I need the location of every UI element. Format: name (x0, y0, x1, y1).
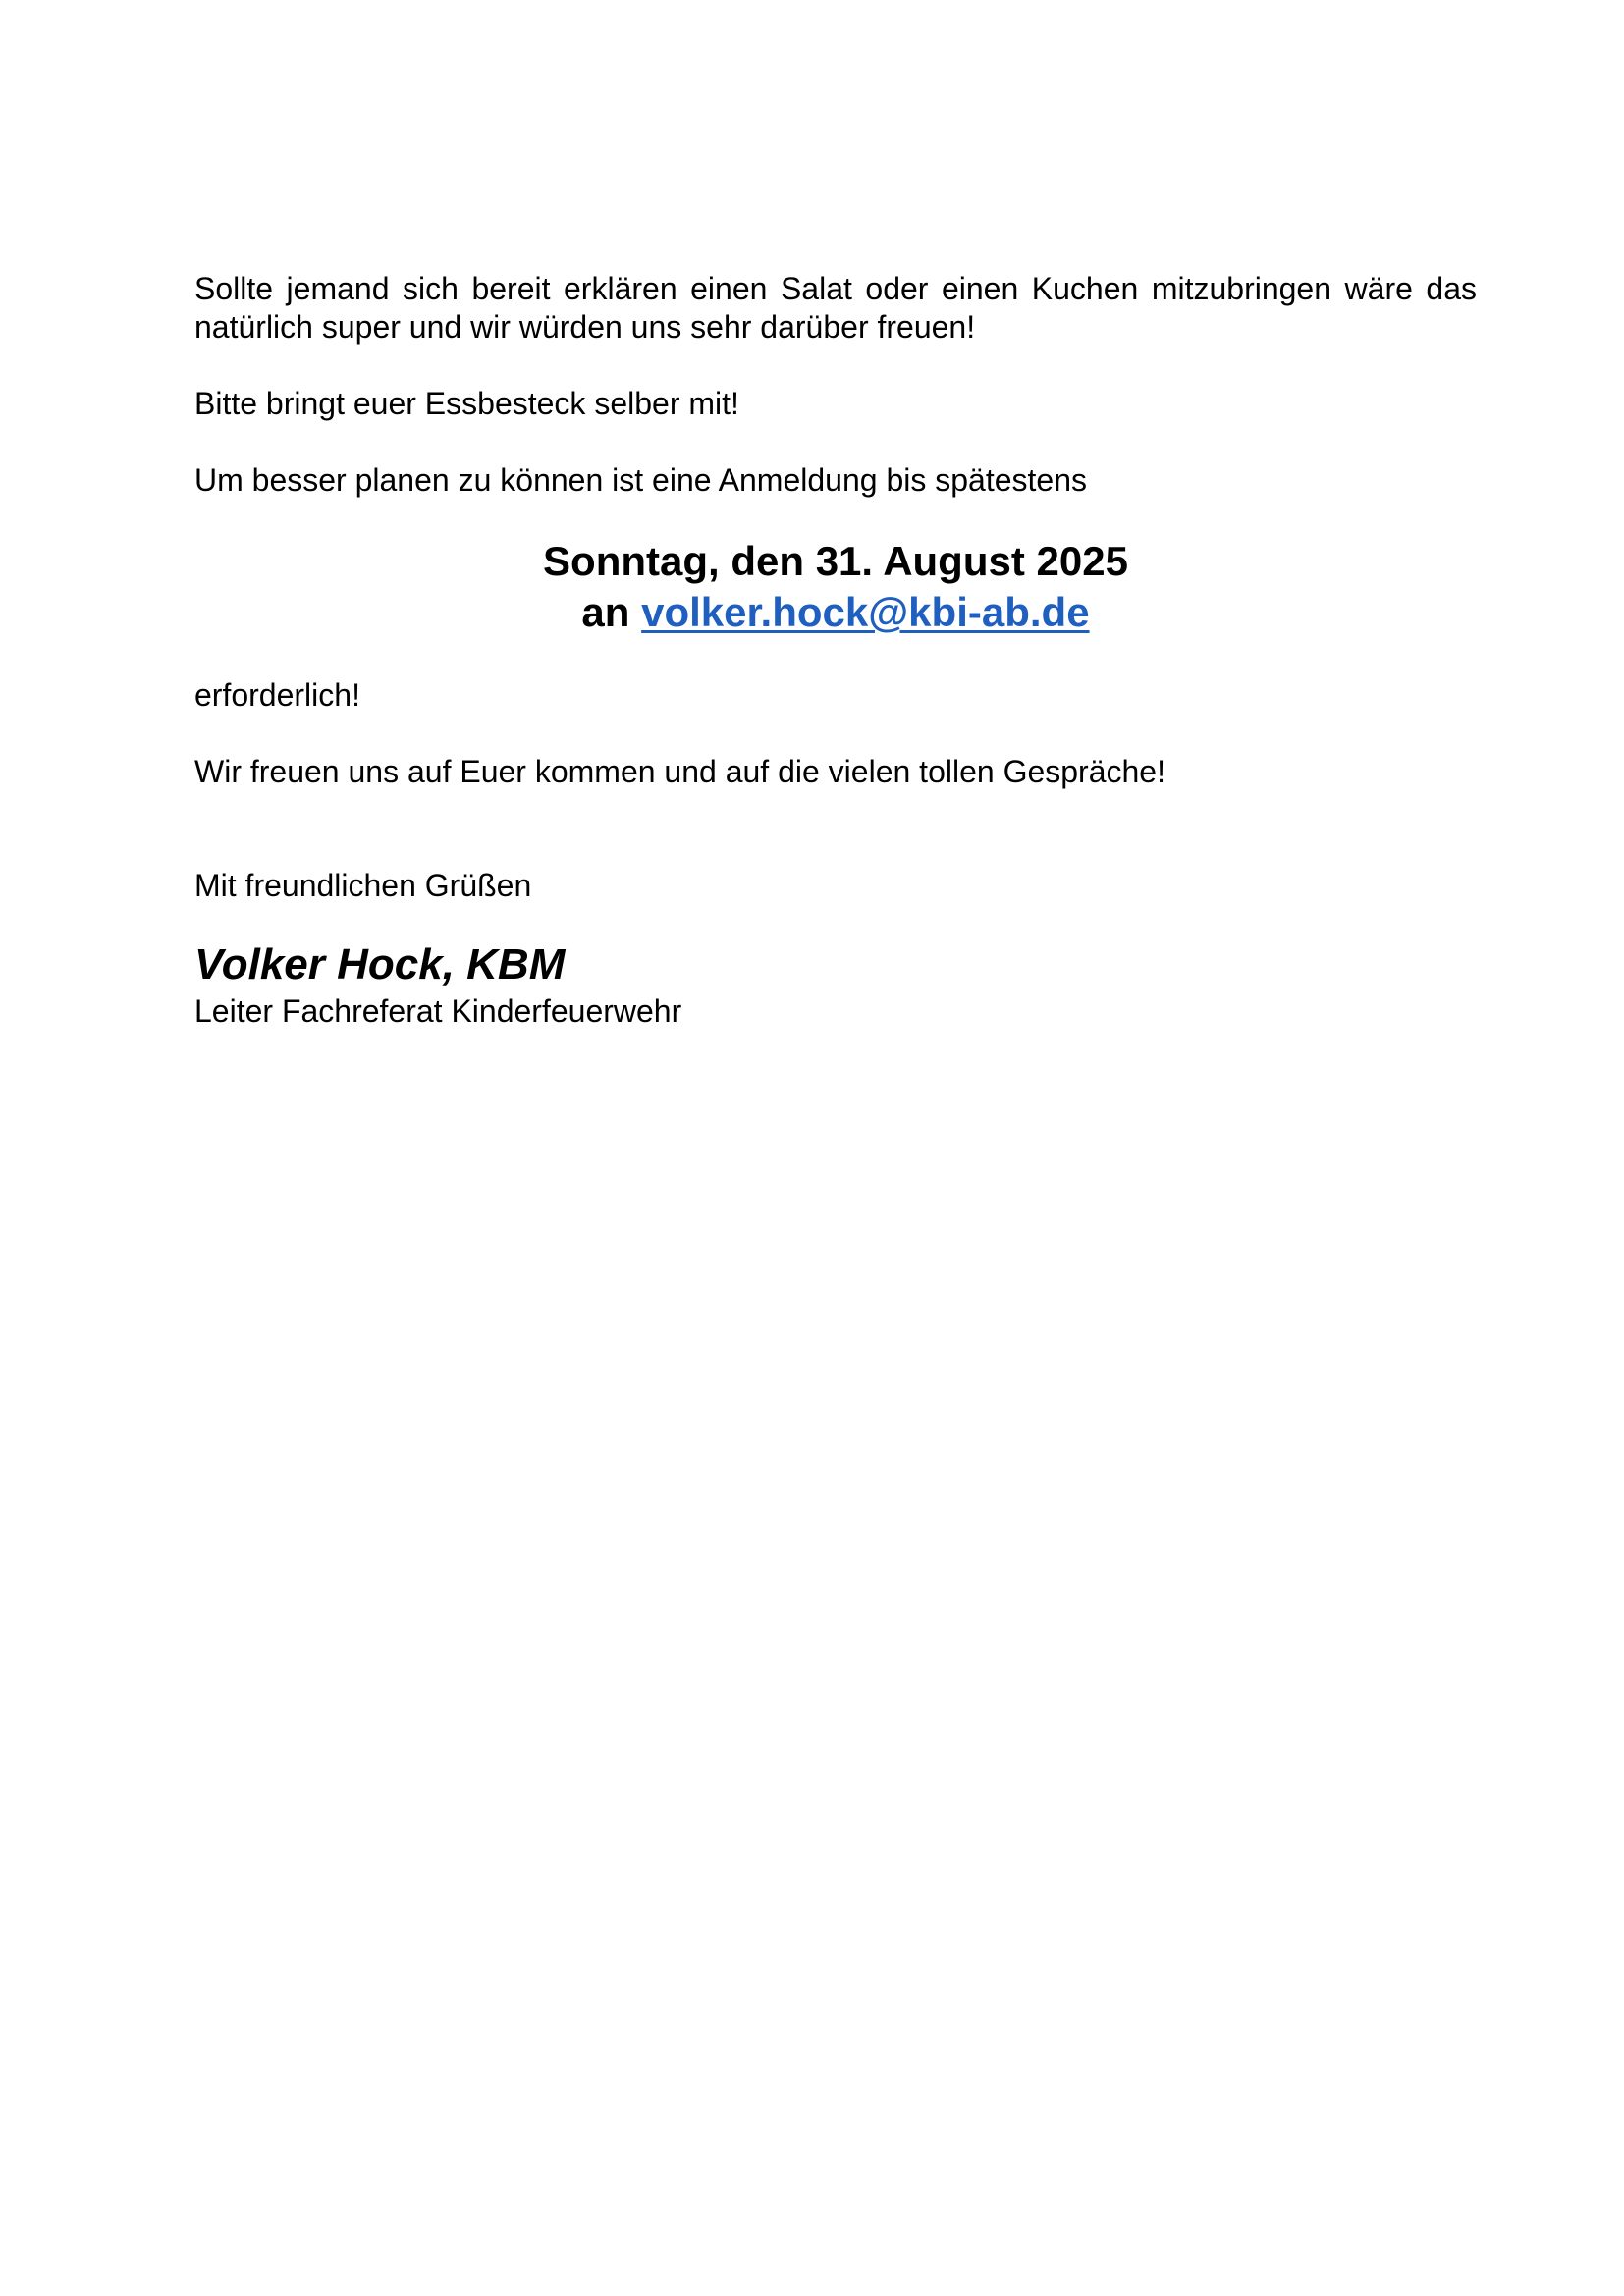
deadline-block (194, 536, 1477, 638)
email-line (194, 587, 1477, 638)
email-link[interactable]: volker.hock@kbi-ab.de (641, 589, 1090, 635)
paragraph-looking-forward: Wir freuen uns auf Euer kommen und auf die vielen tollen Gespräche! (194, 754, 1165, 789)
signature-name: Volker Hock, KBM (194, 940, 566, 988)
paragraph-required: erforderlich! (194, 677, 360, 713)
signature-title: Leiter Fachreferat Kinderfeuerwehr (194, 993, 682, 1029)
email-prefix: an (581, 589, 642, 635)
closing-greeting: Mit freundlichen Grüßen (194, 868, 532, 903)
deadline-date: Sonntag, den 31. August 2025 (543, 538, 1128, 584)
paragraph-cutlery: Bitte bringt euer Essbesteck selber mit! (194, 386, 739, 421)
paragraph-registration: Um besser planen zu können ist eine Anmeldung bis spätestens (194, 462, 1087, 498)
paragraph-salad-cake: Sollte jemand sich bereit erklären einen Salat oder einen Kuchen mitzubringen wäre das natürlich super und wir würden uns sehr darüber freuen! (194, 271, 1477, 345)
